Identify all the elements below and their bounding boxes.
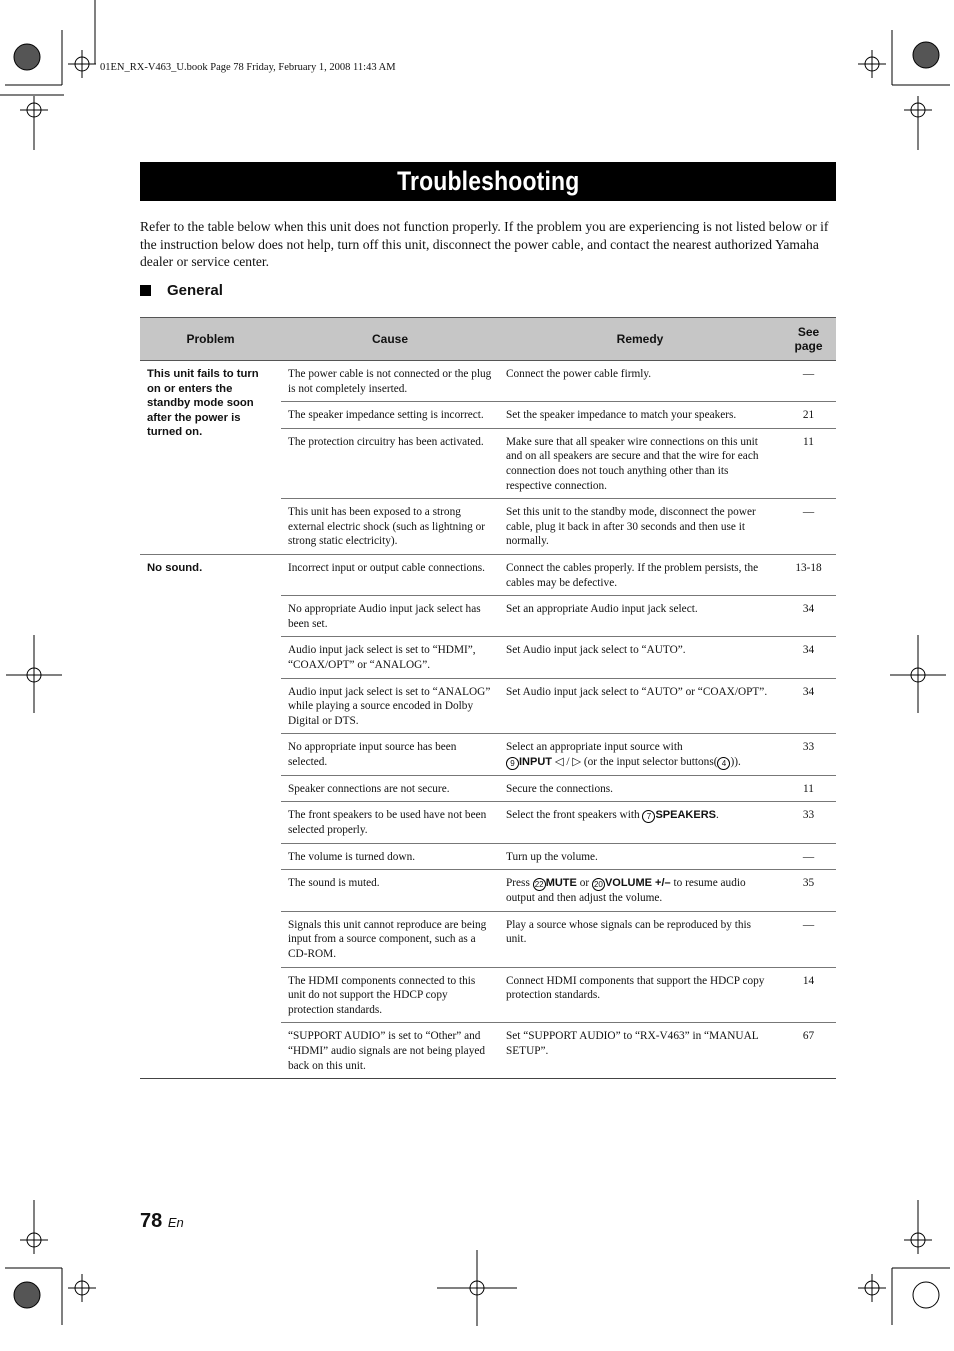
input-key-label: INPUT xyxy=(519,755,552,768)
remedy-cell: Set the speaker impedance to match your speakers. xyxy=(499,402,781,429)
remedy-cell: Set Audio input jack select to “AUTO”. xyxy=(499,637,781,678)
cause-cell: Signals this unit cannot reproduce are being input from a source component, such as a CD-ROM. xyxy=(281,911,499,967)
table-row xyxy=(140,554,836,595)
page-cell: 11 xyxy=(781,428,836,498)
speakers-key-label: SPEAKERS xyxy=(655,809,716,822)
cause-cell: The speaker impedance setting is incorrect. xyxy=(281,402,499,429)
remedy-cell xyxy=(499,802,781,843)
remedy-text: Select the front speakers with xyxy=(506,809,640,822)
page-cell: 33 xyxy=(781,802,836,843)
remedy-cell: Set “SUPPORT AUDIO” to “RX-V463” in “MANUAL SETUP”. xyxy=(499,1023,781,1079)
page-number-value: 78 xyxy=(140,1210,163,1232)
volume-number-icon: 20 xyxy=(592,878,605,891)
intro-paragraph: Refer to the table below when this unit does not function properly. If the problem you are experiencing is not listed below or if the instruction below does not help, turn off this unit, disconnect the power cable, and contact the nearest authorized Yamaha dealer or service center. xyxy=(140,219,829,270)
header-see-page: See page xyxy=(781,318,836,361)
remedy-cell xyxy=(499,870,781,912)
arrow-keys: ◁ / ▷ xyxy=(554,755,581,768)
cause-cell: Incorrect input or output cable connections. xyxy=(281,554,499,595)
mute-number-icon: 22 xyxy=(533,878,546,891)
header-problem: Problem xyxy=(140,318,281,361)
mute-key-label: MUTE xyxy=(545,877,577,890)
page-cell: 21 xyxy=(781,402,836,429)
cause-cell: The volume is turned down. xyxy=(281,843,499,870)
bullet-square-icon xyxy=(140,285,151,296)
page-cell: 13-18 xyxy=(781,554,836,595)
remedy-cell: Set this unit to the standby mode, disconnect the power cable, plug it back in after 30 seconds and then use it normally. xyxy=(499,499,781,555)
remedy-cell xyxy=(499,734,781,776)
remedy-cell: Set an appropriate Audio input jack select. xyxy=(499,596,781,637)
page-cell: 34 xyxy=(781,678,836,734)
remedy-cell: Connect the power cable firmly. xyxy=(499,361,781,402)
problem-cell: No sound. xyxy=(140,554,281,1078)
remedy-cell: Secure the connections. xyxy=(499,775,781,802)
cause-cell: Audio input jack select is set to “HDMI”, “COAX/OPT” or “ANALOG”. xyxy=(281,637,499,678)
volume-key-label: VOLUME +/– xyxy=(604,877,671,890)
remedy-text: Select an appropriate input source with xyxy=(506,741,683,754)
cause-cell: This unit has been exposed to a strong external electric shock (such as lightning or strong static electricity). xyxy=(281,499,499,555)
cause-cell: The sound is muted. xyxy=(281,870,499,912)
problem-cell: This unit fails to turn on or enters the standby mode soon after the power is turned on. xyxy=(140,361,281,555)
remedy-text: to resume audio output and then adjust the volume. xyxy=(506,877,746,905)
page-cell: 11 xyxy=(781,775,836,802)
page-cell: 34 xyxy=(781,596,836,637)
troubleshooting-table xyxy=(140,317,836,1079)
page-number xyxy=(140,1210,184,1233)
page-title-bar xyxy=(140,162,836,201)
cause-cell: No appropriate Audio input jack select has been set. xyxy=(281,596,499,637)
table-header-row xyxy=(140,318,836,361)
input-knob-number-icon: 9 xyxy=(506,757,519,770)
print-info: 01EN_RX-V463_U.book Page 78 Friday, February 1, 2008 11:43 AM xyxy=(100,62,396,73)
remedy-cell: Connect the cables properly. If the problem persists, the cables may be defective. xyxy=(499,554,781,595)
remedy-text: Press xyxy=(506,877,530,890)
section-title: General xyxy=(167,282,223,299)
language-code: En xyxy=(167,1215,184,1230)
remedy-cell: Make sure that all speaker wire connections on this unit and on all speakers are secure and that the wire for each connection does not touch anything other than its respective connection. xyxy=(499,428,781,498)
cause-cell: The HDMI components connected to this unit do not support the HDCP copy protection standards. xyxy=(281,967,499,1023)
section-heading xyxy=(140,282,223,299)
cause-cell: The front speakers to be used have not been selected properly. xyxy=(281,802,499,843)
cause-cell: Audio input jack select is set to “ANALOG” while playing a source encoded in Dolby Digital or DTS. xyxy=(281,678,499,734)
page-cell: 34 xyxy=(781,637,836,678)
header-remedy: Remedy xyxy=(499,318,781,361)
table-row xyxy=(140,361,836,402)
remedy-cell: Turn up the volume. xyxy=(499,843,781,870)
page-title: Troubleshooting xyxy=(396,166,580,196)
page-cell: 14 xyxy=(781,967,836,1023)
remedy-text: )). xyxy=(730,755,741,768)
page-cell: 33 xyxy=(781,734,836,776)
remedy-cell: Connect HDMI components that support the HDCP copy protection standards. xyxy=(499,967,781,1023)
cause-cell: The power cable is not connected or the plug is not completely inserted. xyxy=(281,361,499,402)
page-cell: 35 xyxy=(781,870,836,912)
page-cell: — xyxy=(781,499,836,555)
cause-cell: No appropriate input source has been selected. xyxy=(281,734,499,776)
input-selector-number-icon: 4 xyxy=(717,757,730,770)
page-cell: — xyxy=(781,843,836,870)
remedy-text: . xyxy=(716,809,719,822)
cause-cell: The protection circuitry has been activated. xyxy=(281,428,499,498)
cause-cell: “SUPPORT AUDIO” is set to “Other” and “HDMI” audio signals are not being played back on this unit. xyxy=(281,1023,499,1079)
speakers-number-icon: 7 xyxy=(642,810,655,823)
page-cell: — xyxy=(781,911,836,967)
remedy-cell: Play a source whose signals can be reproduced by this unit. xyxy=(499,911,781,967)
page-cell: — xyxy=(781,361,836,402)
remedy-text: or xyxy=(579,877,590,890)
page-cell: 67 xyxy=(781,1023,836,1079)
header-cause: Cause xyxy=(281,318,499,361)
remedy-cell: Set Audio input jack select to “AUTO” or “COAX/OPT”. xyxy=(499,678,781,734)
remedy-text: (or the input selector buttons( xyxy=(583,755,718,768)
cause-cell: Speaker connections are not secure. xyxy=(281,775,499,802)
